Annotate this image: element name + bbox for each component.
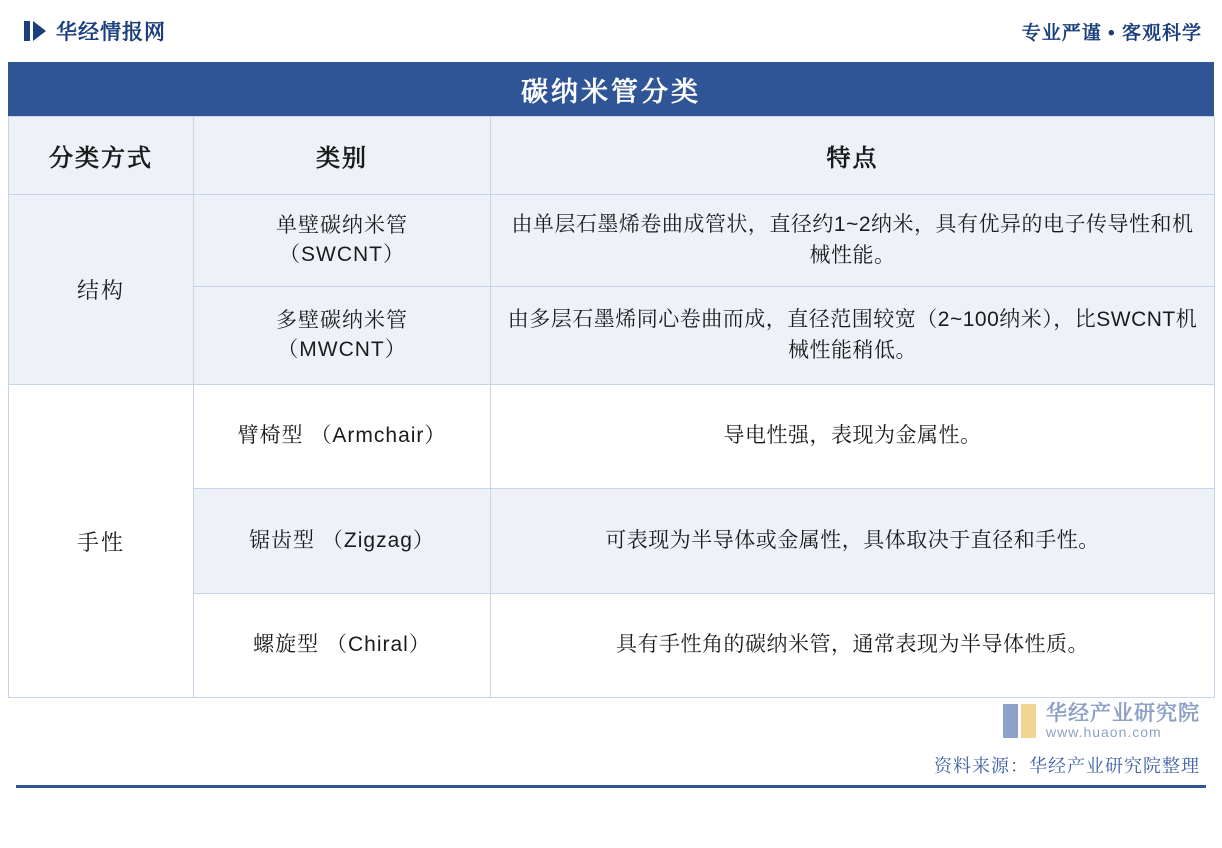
- header-tagline: 专业严谨 • 客观科学: [1021, 22, 1202, 44]
- category-cell: [194, 287, 491, 385]
- category-cell: 臂椅型 （Armchair）: [194, 385, 491, 489]
- category-cell: 锯齿型 （Zigzag）: [194, 489, 491, 594]
- group-label-chirality: 手性: [9, 385, 194, 698]
- column-header-category: 类别: [194, 117, 491, 195]
- category-line-1: 单壁碳纳米管: [276, 214, 408, 238]
- brand-name: 华经情报网: [56, 21, 166, 44]
- column-header-features: 特点: [491, 117, 1215, 195]
- category-line-2: （MWCNT）: [277, 337, 407, 361]
- table-row: [9, 195, 1215, 287]
- table-body: [9, 195, 1215, 698]
- feature-cell: 可表现为半导体或金属性，具体取决于直径和手性。: [491, 489, 1215, 594]
- feature-cell: 由单层石墨烯卷曲成管状，直径约1~2纳米，具有优异的电子传导性和机械性能。: [491, 195, 1215, 287]
- flag-mark-icon: [24, 20, 46, 42]
- column-header-method: 分类方式: [9, 117, 194, 195]
- source-note: 资料来源：华经产业研究院整理: [934, 756, 1200, 776]
- huaon-logo-icon: [1003, 704, 1036, 738]
- watermark-url: www.huaon.com: [1046, 724, 1162, 741]
- table-header-row: [9, 117, 1215, 195]
- category-cell: [194, 195, 491, 287]
- category-line-2: （SWCNT）: [279, 242, 405, 266]
- feature-cell: 导电性强，表现为金属性。: [491, 385, 1215, 489]
- table-header: [9, 117, 1215, 195]
- feature-cell: 由多层石墨烯同心卷曲而成，直径范围较宽（2~100纳米），比SWCNT机械性能稍低。: [491, 287, 1215, 385]
- category-line-1: 多壁碳纳米管: [276, 309, 408, 333]
- page-header: [8, 0, 1214, 62]
- watermark-text: [1046, 702, 1200, 740]
- classification-table: [8, 116, 1215, 698]
- feature-cell: 具有手性角的碳纳米管，通常表现为半导体性质。: [491, 594, 1215, 698]
- brand: [24, 16, 166, 46]
- bottom-rule: [16, 785, 1206, 788]
- table-row: [9, 385, 1215, 489]
- page-title: 碳纳米管分类: [8, 62, 1214, 116]
- category-cell: 螺旋型 （Chiral）: [194, 594, 491, 698]
- watermark: [1003, 702, 1200, 740]
- watermark-cn: 华经产业研究院: [1046, 702, 1200, 725]
- page-footer: [8, 698, 1214, 794]
- group-label-structure: 结构: [9, 195, 194, 385]
